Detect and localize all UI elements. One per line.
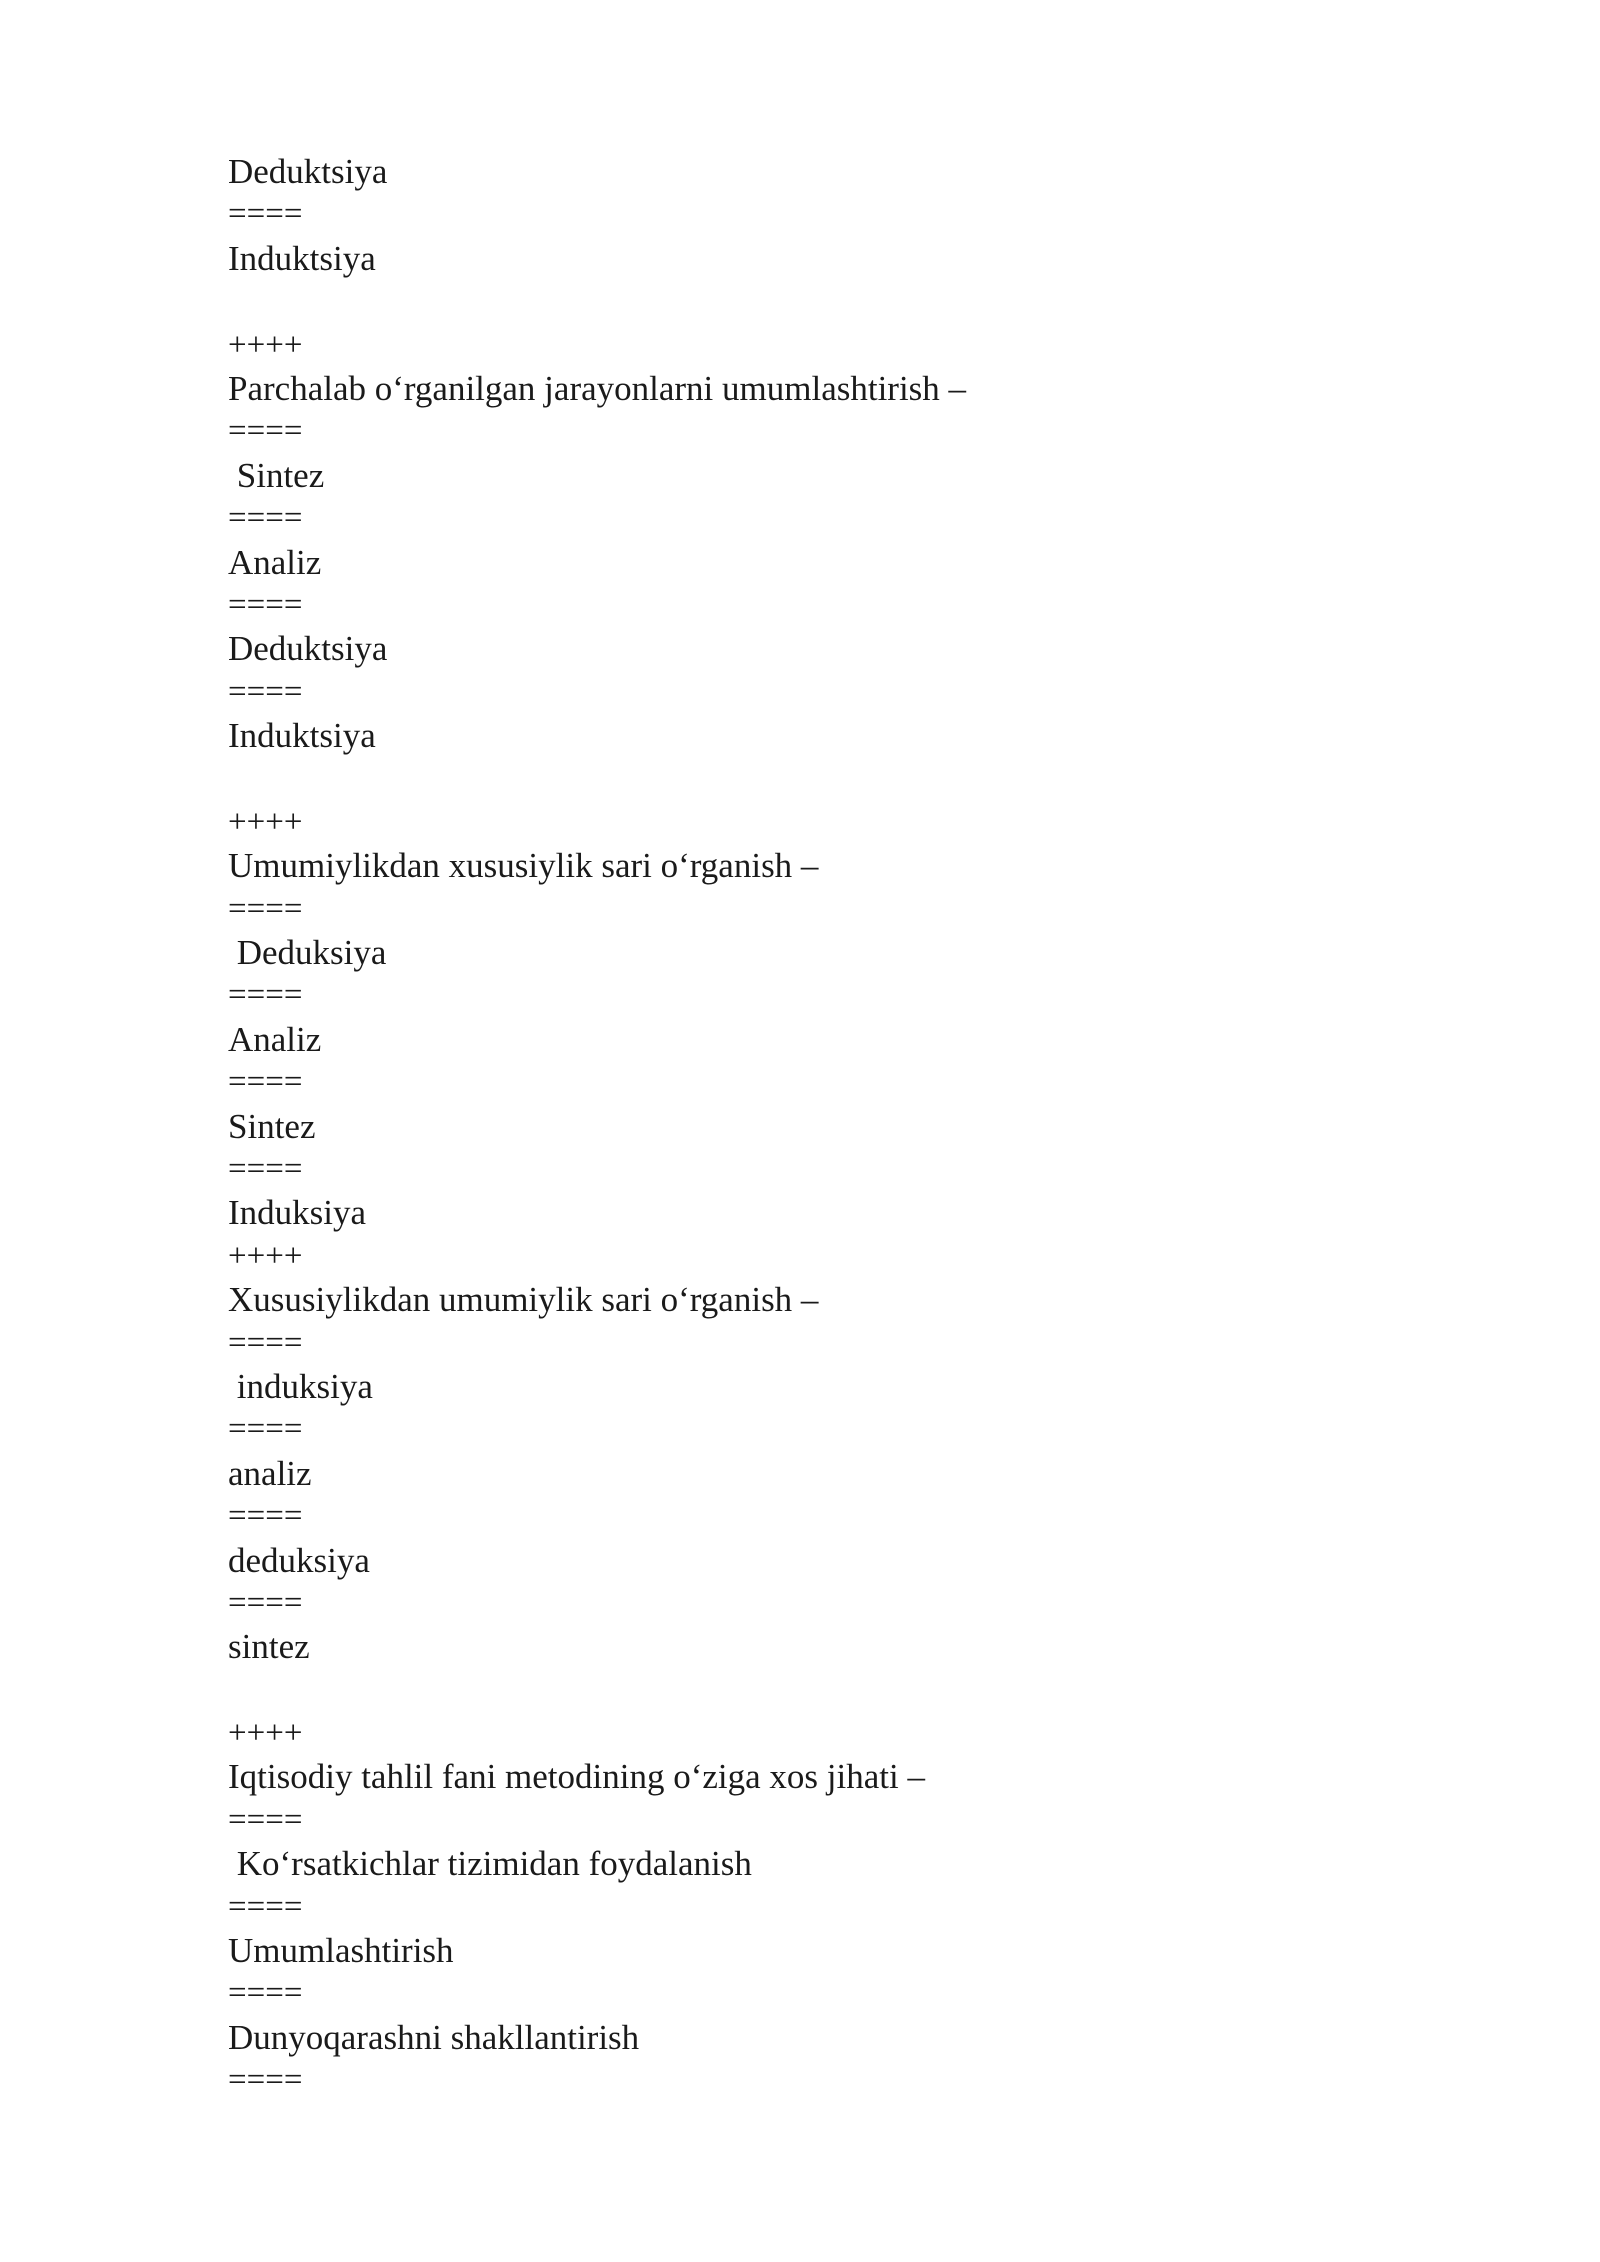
document-body xyxy=(228,150,1428,2103)
option-separator: ==== xyxy=(228,673,303,710)
text-line: Induksiya xyxy=(228,1193,367,1233)
question-separator: ++++ xyxy=(228,803,303,840)
text-line: Dunyoqarashni shakllantirish xyxy=(228,2017,640,2057)
text-line: Analiz xyxy=(228,542,322,582)
text-line: Induktsiya xyxy=(228,716,376,756)
option-separator: ==== xyxy=(228,890,303,927)
option-separator: ==== xyxy=(228,1888,303,1925)
text-line: sintez xyxy=(228,1627,310,1667)
option-separator: ==== xyxy=(228,1801,303,1838)
question-separator: ++++ xyxy=(228,1715,303,1752)
option-separator: ==== xyxy=(228,196,303,233)
option-separator: ==== xyxy=(228,1324,303,1361)
text-line: analiz xyxy=(228,1453,312,1493)
option-separator: ==== xyxy=(228,1975,303,2012)
text-line: Iqtisodiy tahlil fani metodining o‘ziga xos jihati – xyxy=(228,1757,925,1797)
text-line: Deduktsiya xyxy=(228,152,388,191)
option-separator: ==== xyxy=(228,977,303,1014)
blank-line xyxy=(228,757,1428,800)
text-line: deduksiya xyxy=(228,1540,370,1580)
text-line: Umumlashtirish xyxy=(228,1931,454,1971)
text-line: Parchalab o‘rganilgan jarayonlarni umumlashtirish – xyxy=(228,368,967,408)
text-line: induksiya xyxy=(228,1366,373,1406)
option-separator: ==== xyxy=(228,1411,303,1448)
blank-line xyxy=(228,280,1428,323)
text-line: Induktsiya xyxy=(228,238,376,278)
text-line: Xususiylikdan umumiylik sari o‘rganish – xyxy=(228,1280,819,1320)
option-separator: ==== xyxy=(228,413,303,450)
option-separator: ==== xyxy=(228,1498,303,1535)
question-separator: ++++ xyxy=(228,1237,303,1274)
option-separator: ==== xyxy=(228,586,303,623)
text-line: Deduksiya xyxy=(228,933,387,973)
option-separator: ==== xyxy=(228,1064,303,1101)
text-line: Sintez xyxy=(228,455,325,495)
text-line: Analiz xyxy=(228,1019,322,1059)
option-separator: ==== xyxy=(228,1150,303,1187)
option-separator: ==== xyxy=(228,1584,303,1621)
text-line: Ko‘rsatkichlar tizimidan foydalanish xyxy=(228,1844,752,1884)
blank-line xyxy=(228,1669,1428,1712)
question-separator: ++++ xyxy=(228,326,303,363)
text-line: Sintez xyxy=(228,1106,316,1146)
text-line: Umumiylikdan xususiylik sari o‘rganish – xyxy=(228,846,819,886)
text-line: Deduktsiya xyxy=(228,629,388,669)
option-separator: ==== xyxy=(228,500,303,537)
option-separator: ==== xyxy=(228,2062,303,2099)
